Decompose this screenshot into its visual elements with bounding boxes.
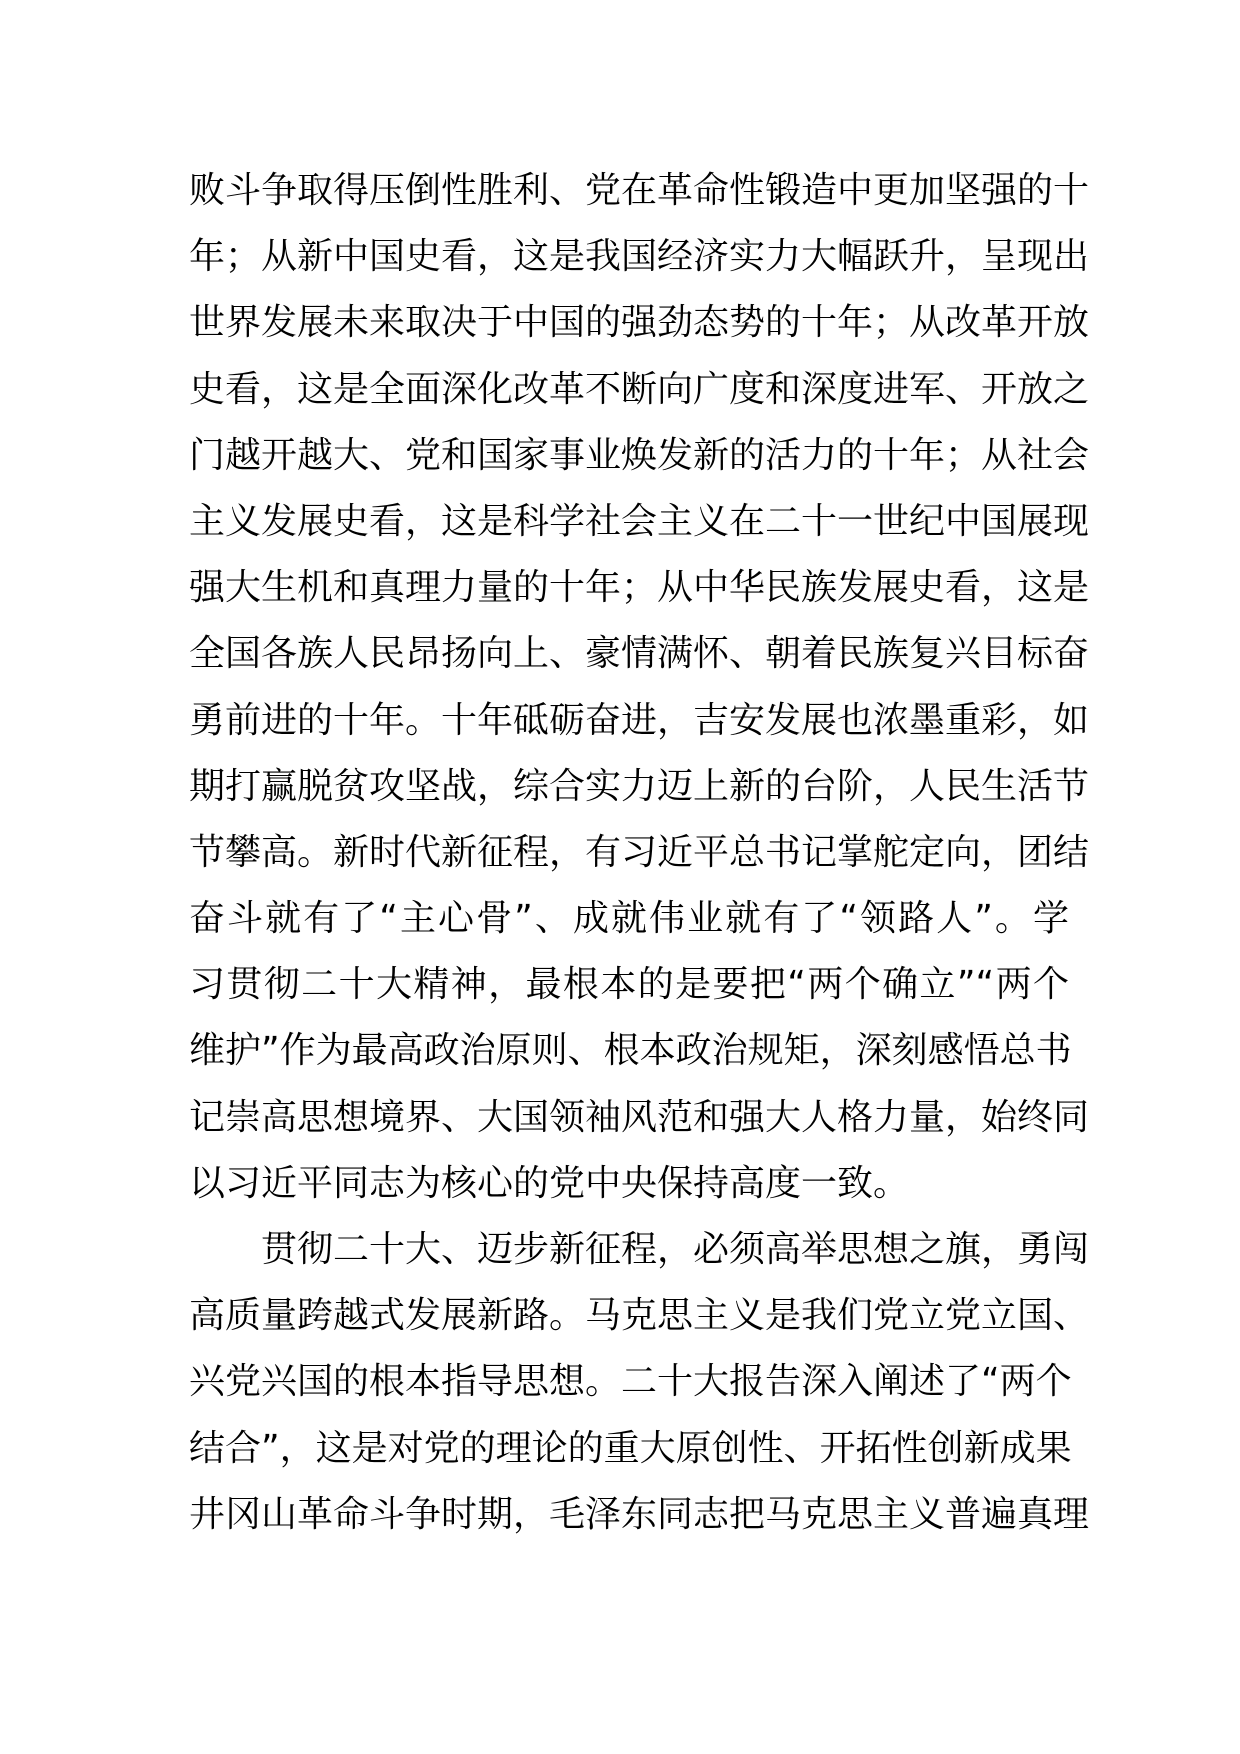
text-line: 奋斗就有了“主心骨”、成就伟业就有了“领路人”。学	[189, 898, 1069, 940]
text-line: 门越开越大、党和国家事业焕发新的活力的十年；从社会	[189, 434, 1090, 476]
text-line: 史看，这是全面深化改革不断向广度和深度进军、开放之	[189, 368, 1090, 410]
text-line: 败斗争取得压倒性胜利、党在革命性锻造中更加坚强的十	[189, 170, 1090, 211]
text-line: 期打赢脱贫攻坚战，综合实力迈上新的台阶，人民生活节	[189, 765, 1090, 807]
text-line: 以习近平同志为核心的党中央保持高度一致。	[189, 1162, 910, 1204]
text-line: 强大生机和真理力量的十年；从中华民族发展史看，这是	[189, 567, 1090, 609]
text-line: 主义发展史看，这是科学社会主义在二十一世纪中国展现	[189, 500, 1090, 542]
text-line: 结合”，这是对党的理论的重大原创性、开拓性创新成果	[189, 1427, 1072, 1469]
text-line: 年；从新中国史看，这是我国经济实力大幅跃升，呈现出	[189, 236, 1090, 278]
text-line: 井冈山革命斗争时期，毛泽东同志把马克思主义普遍真理	[189, 1493, 1090, 1535]
text-line: 记崇高思想境界、大国领袖风范和强大人格力量，始终同	[189, 1096, 1090, 1138]
text-line: 维护”作为最高政治原则、根本政治规矩，深刻感悟总书	[189, 1030, 1072, 1072]
text-line: 高质量跨越式发展新路。马克思主义是我们党立党立国、	[189, 1295, 1090, 1337]
text-line: 兴党兴国的根本指导思想。二十大报告深入阐述了“两个	[189, 1361, 1072, 1403]
text-line: 习贯彻二十大精神，最根本的是要把“两个确立”“两个	[189, 964, 1069, 1006]
text-line: 勇前进的十年。十年砥砺奋进，吉安发展也浓墨重彩，如	[189, 699, 1090, 741]
body-text	[189, 158, 1090, 1548]
text-line: 贯彻二十大、迈步新征程，必须高举思想之旗，勇闯	[261, 1229, 1090, 1270]
text-line: 世界发展未来取决于中国的强劲态势的十年；从改革开放	[189, 302, 1090, 344]
text-line: 全国各族人民昂扬向上、豪情满怀、朝着民族复兴目标奋	[189, 633, 1090, 675]
text-line: 节攀高。新时代新征程，有习近平总书记掌舵定向，团结	[189, 831, 1090, 873]
